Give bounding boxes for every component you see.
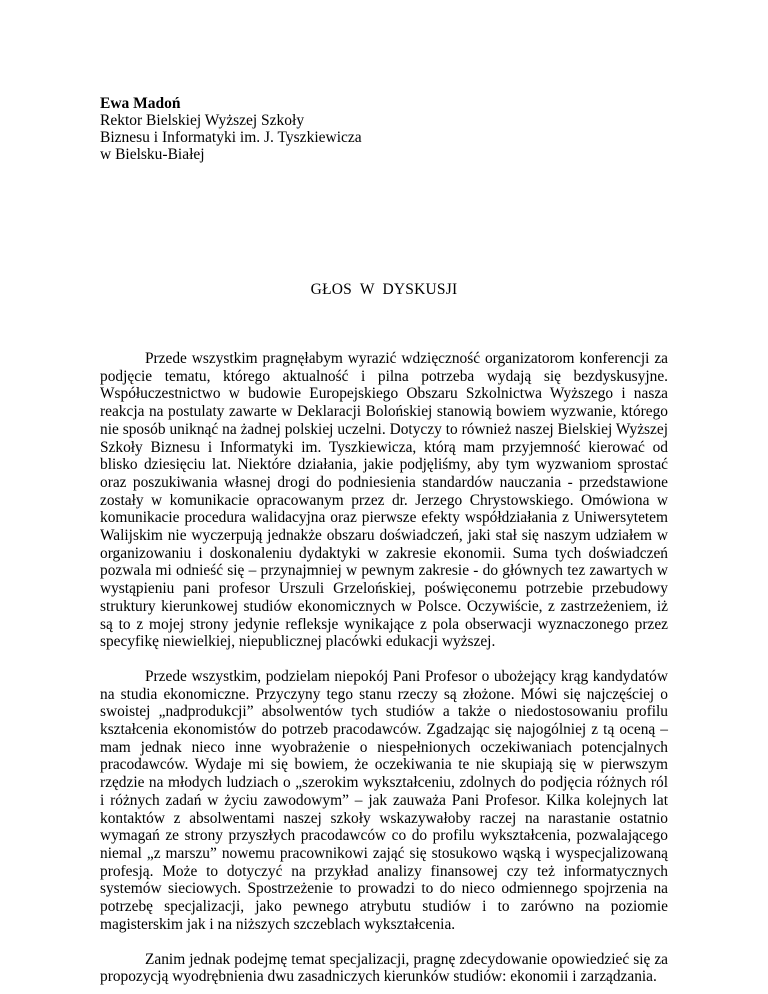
paragraph: Przede wszystkim, podzielam niepokój Pani Profesor o ubożejący krąg kandydatów na studia ekonomiczne. Przyczyny tego stanu rzeczy są złożone. Mówi się najczęściej o swoistej „nadprodukcji” absolwentów tych studiów a także o niedostosowaniu profilu kształcenia ekonomistów do potrzeb pracodawców. Zgadzając się najogólniej z tą oceną – mam jednak nieco inne wyobrażenie o niespełnionych oczekiwaniach potencjalnych pracodawców. Wydaje mi się bowiem, że oczekiwania te nie skupiają się w pierwszym rzędzie na młodych ludziach o „szerokim wykształceniu, zdolnych do podjęcia różnych ról i różnych zadań w życiu zawodowym” – jak zauważa Pani Profesor. Kilka kolejnych lat kontaktów z absolwentami naszej szkoły wskazywałoby raczej na narastanie ostatnio wymagań ze strony przyszłych pracodawców co do profilu wykształcenia, pozwalającego niemal „z marszu” nowemu pracownikowi zająć się stosukowo wąską i wyspecjalizowaną profesją. Może to dotyczyć na przykład analizy finansowej czy też informatycznych systemów sieciowych. Spostrzeżenie to prowadzi to do nieco odmiennego spojrzenia na potrzebę specjalizacji, jako pewnego atrybutu studiów i to zarówno na poziomie magisterskim jak i na niższych szczeblach wykształcenia. [100,667,668,933]
author-affiliation-line: Rektor Bielskiej Wyższej Szkoły [100,112,305,129]
document-body [100,350,668,986]
document-heading: GŁOS W DYSKUSJI [310,281,458,298]
author-affiliation-line: Biznesu i Informatyki im. J. Tyszkiewicza [100,129,362,146]
document-page [100,95,668,986]
author-name: Ewa Madoń [100,95,181,112]
paragraph: Zanim jednak podejmę temat specjalizacji, pragnę zdecydowanie opowiedzieć się za propozycją wyodrębnienia dwu zasadniczych kierunków studiów: ekonomii i zarządzania. [100,950,668,986]
author-affiliation-line: w Bielsku-Białej [100,146,205,163]
paragraph: Przede wszystkim pragnęłabym wyrazić wdzięczność organizatorom konferencji za podjęcie tematu, którego aktualność i pilna potrzeba wydają się bezdyskusyjne. Współuczestnictwo w budowie Europejskiego Obszaru Szkolnictwa Wyższego i nasza reakcja na postulaty zawarte w Deklaracji Bolońskiej stanowią bowiem wyzwanie, którego nie sposób uniknąć na żadnej polskiej uczelni. Dotyczy to również naszej Bielskiej Wyższej Szkoły Biznesu i Informatyki im. Tyszkiewicza, którą mam przyjemność kierować od blisko dziesięciu lat. Niektóre działania, jakie podjęliśmy, aby tym wyzwaniom sprostać oraz poszukiwania własnej drogi do podniesienia standardów nauczania - przedstawione zostały w komunikacie opracowanym przez dr. Jerzego Chrystowskiego. Omówiona w komunikacie procedura walidacyjna oraz pierwsze efekty współdziałania z Uniwersytetem Walijskim nie wyczerpują jednakże obszaru doświadczeń, jaki stał się naszym udziałem w organizowaniu i doskonaleniu dydaktyki w zakresie ekonomii. Suma tych doświadczeń pozwala mi odnieść się – przynajmniej w pewnym zakresie - do głównych tez zawartych w wystąpieniu pani profesor Urszuli Grzelońskiej, poświęconemu potrzebie przebudowy struktury kierunkowej studiów ekonomicznych w Polsce. Oczywiście, z zastrzeżeniem, iż są to z mojej strony jedynie refleksje wynikające z pola obserwacji wyznaczonego przez specyfikę niewielkiej, niepublicznej placówki edukacji wyższej. [100,350,668,651]
author-block [100,95,668,163]
